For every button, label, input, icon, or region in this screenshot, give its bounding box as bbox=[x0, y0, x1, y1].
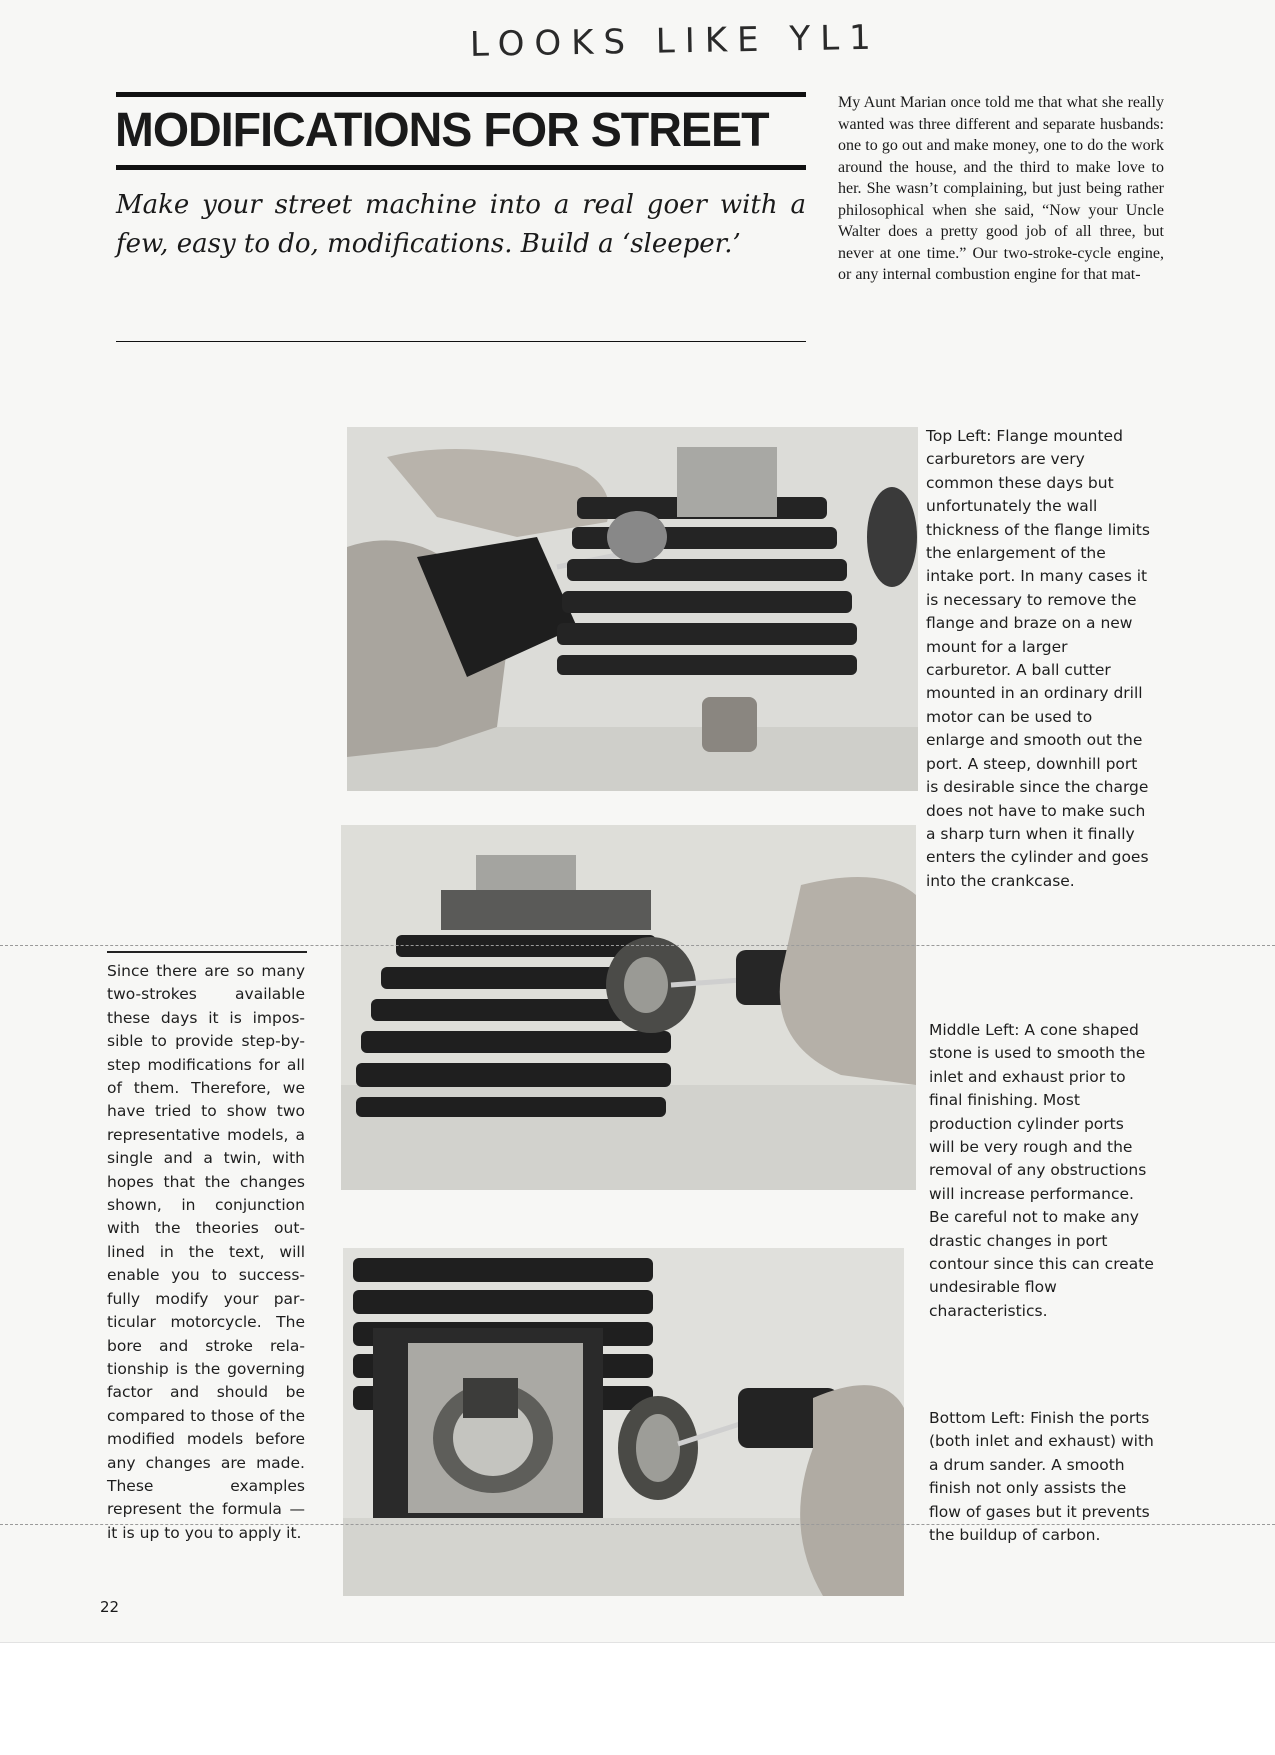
photo-top-illustration bbox=[347, 427, 918, 791]
caption-middle-left: Middle Left: A cone shaped stone is used to smooth the inlet and exhaust prior to final finishing. Most production cylinder ports will be very rough and the removal of any obstructions will increase performance. Be careful not to make any drastic changes in port contour since this can create undesirable flow characteristics. bbox=[929, 1021, 1154, 1320]
header-divider bbox=[116, 341, 806, 342]
handwritten-note: LOOKS LIKE YL1 bbox=[469, 17, 882, 65]
page-number: 22 bbox=[100, 1598, 120, 1616]
sidebar-text: Since there are so many two-strokes available these days it is impossible to provide step-by-step modifications for all of them. Therefore, we have tried to show two representative models, a single and a twin, with hopes that the changes shown, in conjunction with the theories outlined in the text, will enable you to successfully modify your particular motorcycle. The bore and stroke relationship is the governing factor and should be compared to those of the modified models before any changes are made. These examples represent the formula — it is up to you to apply it. bbox=[107, 962, 305, 1542]
article-subtitle: Make your street machine into a real goer with a few, easy to do, modifications. Build a ‘sleeper.’ bbox=[116, 190, 806, 259]
fold-line-lower bbox=[0, 1524, 1275, 1525]
photo-top-ball-cutter bbox=[347, 427, 918, 791]
photo-middle-illustration bbox=[341, 825, 916, 1190]
photo-bottom-drum-sander bbox=[343, 1248, 904, 1596]
photo-middle-cone-stone bbox=[341, 825, 916, 1190]
title-rule-bottom bbox=[116, 165, 806, 170]
scan-margin bbox=[0, 1642, 1275, 1755]
caption-bottom-left: Bottom Left: Finish the ports (both inlet and exhaust) with a drum sander. A smooth finish not only assists the flow of gases but it prevents the buildup of carbon. bbox=[929, 1409, 1154, 1545]
article-title: MODIFICATIONS FOR STREET bbox=[115, 104, 769, 157]
photo-bottom-illustration bbox=[343, 1248, 904, 1596]
title-rule-top bbox=[116, 92, 806, 97]
fold-line-upper bbox=[0, 945, 1275, 946]
photo-captions bbox=[926, 425, 1154, 1545]
sidebar-rule bbox=[107, 951, 307, 953]
intro-paragraph: My Aunt Marian once told me that what she really wanted was three different and separate husbands: one to go out and make money, one to do the work around the house, and the third to make love to her. She wasn’t complaining, but just being rather philosophical when she said, “Now your Uncle Walter does a pretty good job of all three, but never at one time.” Our two-stroke-cycle engine, or any internal combustion engine for that mat- bbox=[838, 94, 1164, 283]
caption-top-left: Top Left: Flange mounted carburetors are very common these days but unfortunately the wall thickness of the flange limits the enlargement of the intake port. In many cases it is necessary to remove the flange and braze on a new mount for a larger carburetor. A ball cutter mounted in an ordinary drill motor can be used to enlarge and smooth out the port. A steep, downhill port is desirable since the charge does not have to make such a sharp turn when it finally enters the cylinder and goes into the crankcase. bbox=[926, 427, 1150, 890]
